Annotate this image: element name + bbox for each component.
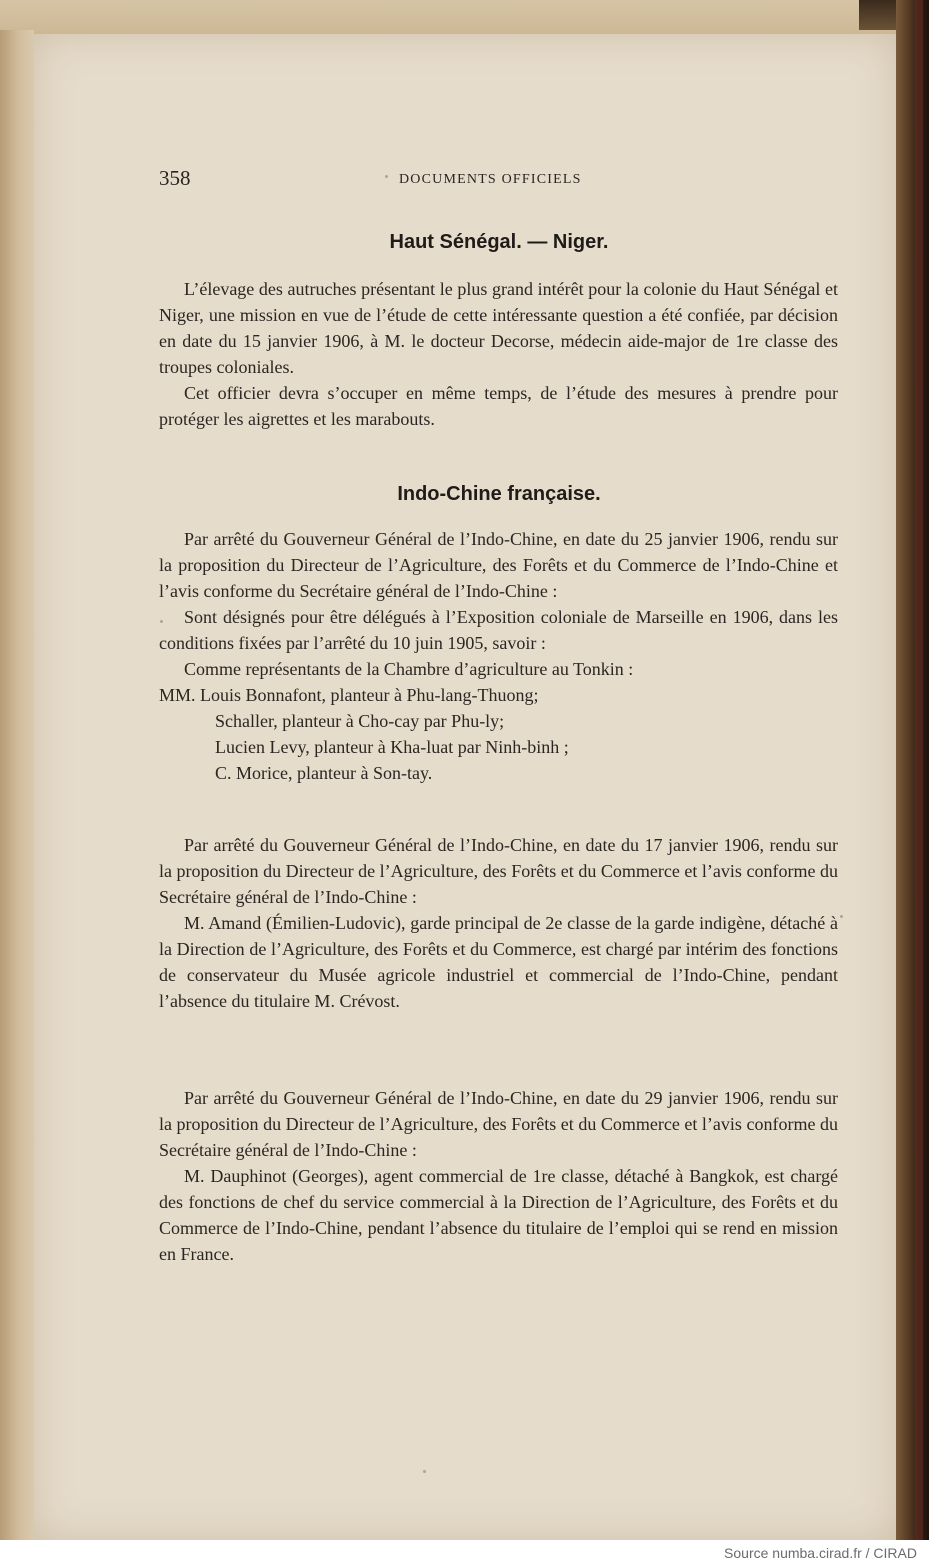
running-head: DOCUMENTS OFFICIELS [399, 172, 582, 187]
left-page-edge [0, 30, 34, 1540]
page-number: 358 [159, 166, 191, 190]
binding-ribbon [915, 0, 923, 1540]
paragraph: Sont désignés pour être délégués à l’Exposition coloniale de Marseille en 1906, dans les conditions fixées par l’arrêté du 10 juin 1905, savoir : [159, 607, 838, 653]
paragraph: Comme représentants de la Chambre d’agriculture au Tonkin : [184, 659, 634, 679]
top-strip [0, 0, 929, 34]
delegate-line: MM. Louis Bonnafont, planteur à Phu-lang-Thuong; [159, 685, 539, 705]
paragraph: Par arrêté du Gouverneur Général de l’Indo-Chine, en date du 29 janvier 1906, rendu sur la proposition du Directeur de l’Agriculture, des Forêts et du Commerce et l’avis conforme du Secrétaire général de l’Indo-Chine : [159, 1088, 838, 1160]
section-title-indo-chine: Indo-Chine française. [397, 483, 601, 505]
paragraph: Par arrêté du Gouverneur Général de l’Indo-Chine, en date du 25 janvier 1906, rendu sur la proposition du Directeur de l’Agriculture, des Forêts et du Commerce de l’Indo-Chine et l’avis conforme du Secrétaire général de l’Indo-Chine : [159, 529, 838, 601]
section-haut-senegal-body [159, 276, 838, 432]
paragraph: Cet officier devra s’occuper en même temps, de l’étude des mesures à prendre pour protéger les aigrettes et les marabouts. [159, 383, 838, 429]
paragraph: L’élevage des autruches présentant le plus grand intérêt pour la colonie du Haut Sénégal et Niger, une mission en vue de l’étude de cette intéressante question a été confiée, par décision en date du 15 janvier 1906, à M. le docteur Decorse, médecin aide-major de 1re classe des troupes coloniales. [159, 279, 838, 377]
ink-speck [385, 175, 388, 178]
page-header [159, 166, 839, 192]
ink-speck [423, 1470, 426, 1473]
delegate-line: Lucien Levy, planteur à Kha-luat par Ninh-binh ; [215, 737, 569, 757]
arrete-29-janvier [159, 1085, 838, 1267]
delegate-line: Schaller, planteur à Cho-cay par Phu-ly; [215, 711, 505, 731]
section-title-haut-senegal: Haut Sénégal. — Niger. [389, 231, 609, 253]
paragraph: M. Amand (Émilien-Ludovic), garde principal de 2e classe de la garde indigène, détaché à la Direction de l’Agriculture, des Forêts et du Commerce, est chargé par intérim des fonctions de conservateur du Musée agricole industriel et commercial de l’Indo-Chine, pendant l’absence du titulaire M. Crévost. [159, 913, 838, 1011]
arrete-25-janvier [159, 526, 838, 786]
footer-bar [0, 1540, 929, 1566]
arrete-17-janvier [159, 832, 838, 1014]
ink-speck [160, 620, 163, 623]
paper-sheet [34, 34, 896, 1540]
book-binding [896, 0, 929, 1540]
source-credit: Source numba.cirad.fr / CIRAD [724, 1545, 917, 1561]
paragraph: M. Dauphinot (Georges), agent commercial de 1re classe, détaché à Bangkok, est chargé des fonctions de chef du service commercial à la Direction de l’Agriculture, des Forêts et du Commerce de l’Indo-Chine, pendant l’absence du titulaire de l’emploi qui se rend en mission en France. [159, 1166, 838, 1264]
delegate-line: C. Morice, planteur à Son-tay. [215, 763, 433, 783]
paragraph: Par arrêté du Gouverneur Général de l’Indo-Chine, en date du 17 janvier 1906, rendu sur la proposition du Directeur de l’Agriculture, des Forêts et du Commerce et l’avis conforme du Secrétaire général de l’Indo-Chine : [159, 835, 838, 907]
ink-speck [840, 915, 843, 918]
